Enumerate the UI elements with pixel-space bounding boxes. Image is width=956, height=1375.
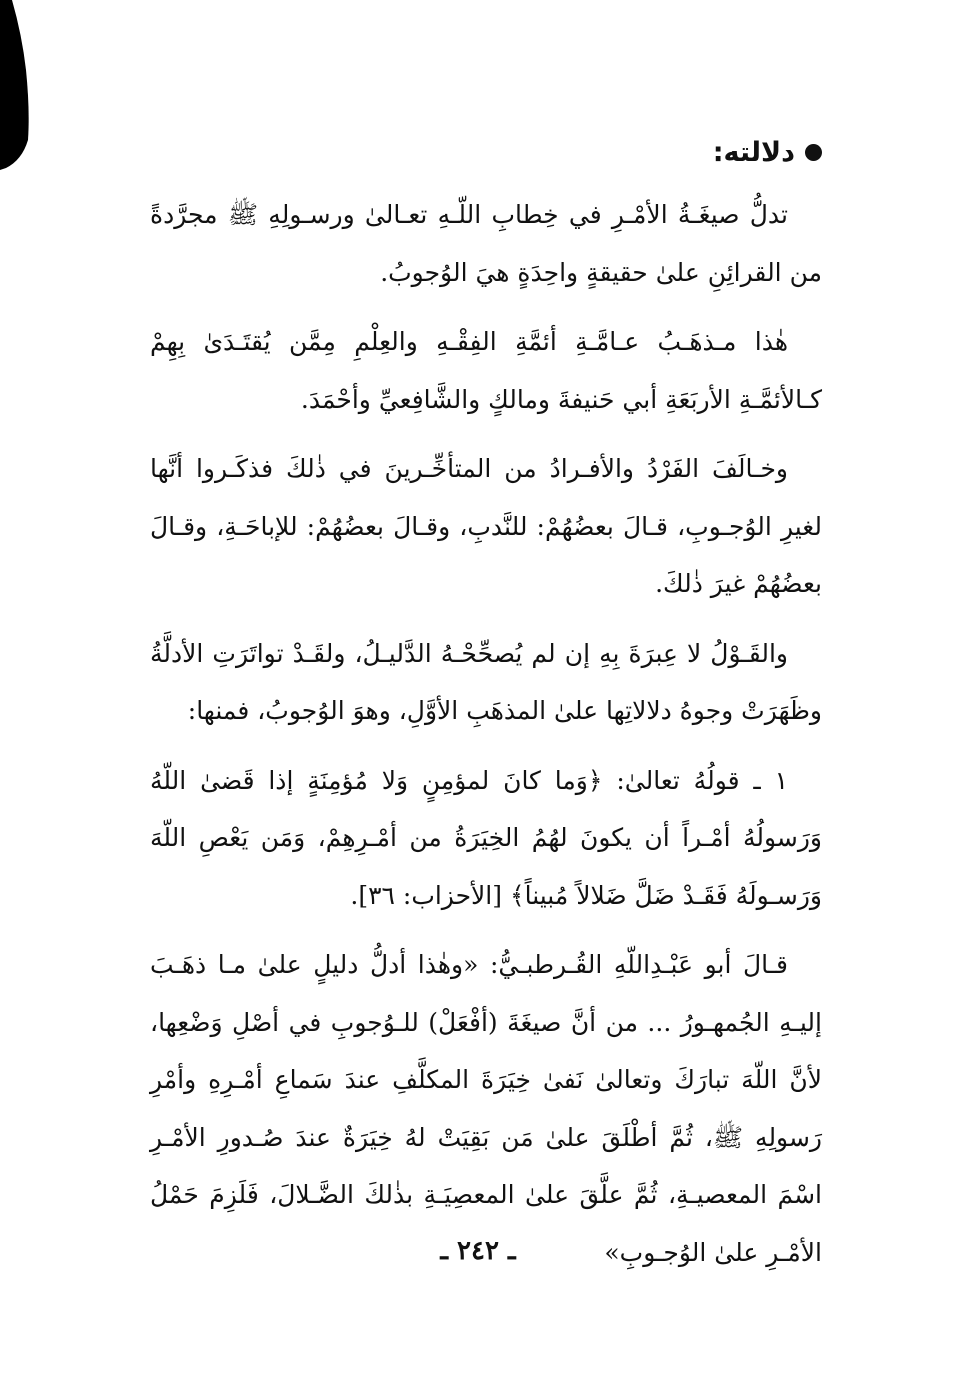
- paragraph-definition: تدلُّ صيغَـةُ الأمْـرِ في خِطابِ اللّـهِ تعـالىٰ ورسـولِهِ ﷺ مجرَّدةً من القرائِنِ علىٰ حقيقةٍ واحِدَةٍ هيَ الوُجوبُ.: [150, 200, 822, 287]
- paragraph-evidence-intro: والقَـوْلُ لا عِبرَةَ بِهِ إن لم يُصحِّحْـهُ الدَّليـلُ، ولقَـدْ تواتَرَتِ الأدلَّةُ وظَهَرَتْ وجوهُ دلالاتِها علىٰ المذهَبِ الأوَّلِ، وهوَ الوُجوبُ، فمنها:: [150, 638, 822, 725]
- section-heading: [150, 128, 822, 176]
- paragraph-dissent: وخـالَفَ الفَرْدُ والأفـرادُ من المتأخِّـرينَ في ذٰلكَ فذكَـروا أنَّها لغيرِ الوُجـوبِ، قـالَ بعضُهُمْ: للنَّدبِ، وقـالَ بعضُهُمْ: للإباحَـةِ، وقـالَ بعضُهُمْ غيرَ ذٰلكَ.: [150, 454, 822, 598]
- bullet-icon: [805, 144, 822, 161]
- paragraph-evidence-1: ١ ـ قولُهُ تعالىٰ: ﴿وَما كانَ لمؤمِنٍ وَلا مُؤمِنَةٍ إذا قَضىٰ اللّهُ وَرَسولُهُ أمْـراً أن يكونَ لهُمُ الخِيَرَةُ من أمْـرِهِمْ، وَمَن يَعْصِ اللّهَ وَرَسـولَهُ فَقَـدْ ضَلَّ ضَلالاً مُبيناً﴾ [الأحزاب: ٣٦].: [150, 765, 822, 910]
- paragraph-qurtubi-quote: قـالَ أبو عَبْـدِاللّهِ القُـرطبـيُّ: «وهٰذا أدلُّ دليلٍ علىٰ مـا ذهَـبَ إليـهِ الجُمهـورُ ... من أنَّ صيغَةَ (أفْعَلْ) للـوُجوبِ في أصْلِ وَضْعِها، لأنَّ اللّهَ تبارَكَ وتعالىٰ نَفىٰ خِيَرَةَ المكلَّفِ عندَ سَماعِ أمْـرِهِ وأمْرِ رَسولِهِ ﷺ، ثُمَّ أطْلَقَ علىٰ مَن بَقِيَتْ لهُ خِيَرَةٌ عندَ صُـدورِ الأمْـرِ اسْمَ المعصيـةِ، ثُمَّ علَّقَ علىٰ المعصِيَـةِ بذٰلكَ الضَّـلالَ، فَلَزِمَ حَمْلُ الأمْـرِ علىٰ الوُجـوبِ»: [150, 950, 822, 1267]
- page-number: ـ ٢٤٢ ـ: [440, 1236, 516, 1266]
- page-body: [150, 128, 822, 1281]
- scan-edge-mark: [0, 0, 32, 170]
- heading-text: دلالته:: [712, 136, 795, 168]
- paragraph-majority-view: هٰذا مـذهَـبُ عـامَّـةِ أئمَّةِ الفِقْـهِ والعِلْمِ مِمَّن يُقتَـدَىٰ بِهِمْ كـالأئمَّـةِ الأربَعَةِ أبي حَنيفةَ ومالكٍ والشَّافِعيِّ وأحْمَدَ.: [150, 327, 822, 414]
